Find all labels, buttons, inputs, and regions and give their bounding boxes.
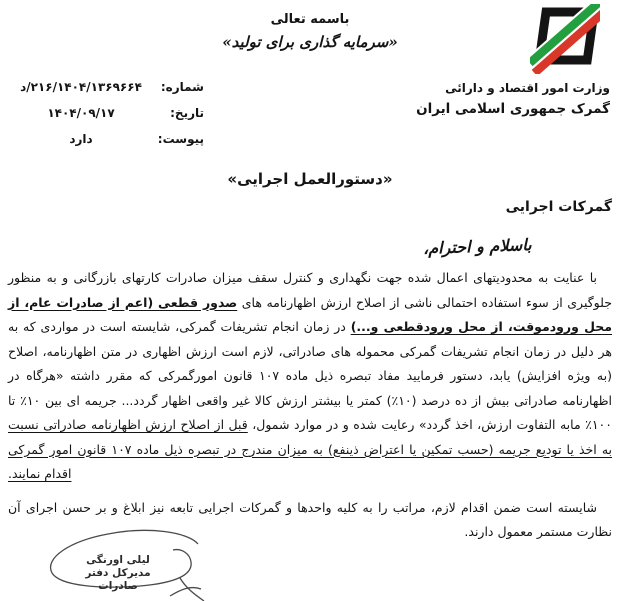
bismillah-text: باسمه تعالی — [270, 12, 350, 27]
letterhead-center — [0, 12, 620, 51]
paragraph-segment: صدور قطعی (اعم از صادرات عام، از محل ورودموقت، از محل ورودقطعی و...) — [8, 294, 612, 334]
customs-logo-svg — [530, 4, 600, 74]
paragraph-segment: با عنایت به محدودیتهای اعمال شده جهت نگهداری و کنترل سقف میزان صادرات کارتهای بازرگانی و به منظور جلوگیری از سوء استفاده احتمالی ناشی از اصلاح ارزش اظهارنامه های — [8, 270, 612, 310]
body-paragraph — [8, 266, 612, 487]
signatory-name: لیلی اورنگی — [86, 554, 150, 566]
addressee: گمرکات اجرایی — [505, 199, 612, 215]
paragraph-segment: شایسته است ضمن اقدام لازم، مراتب را به کلیه واحدها و گمرکات اجرایی تابعه نیز ابلاغ و بر حسن اجرای آن نظارت مستمر معمول دارند. — [8, 499, 612, 539]
meta-row-attachment — [4, 132, 204, 158]
paragraph-segment: در زمان انجام تشریفات گمرکی، شایسته است در مواردی که به هر دلیل در زمان انجام تشریفات گمرکی محموله های صادراتی، لازم است ارزش اظهاری در متن اظهارنامه، اصلاح (به ویژه افزایش) یابد، دستور فرمایید مفاد تبصره ذیل ماده ۱۰۷ قانون امورگمرکی که مقرر داشته «هرگاه در اظهارنامه صادراتی بیش از ده درصد (۱۰٪) کمتر یا بیشتر ارزش کالا غیر واقعی اظهار گردد... جریمه ای بین ۱۰٪ تا ۱۰۰٪ مابه التفاوت ارزش، اخذ گردد» رعایت شده و در موارد شمول، — [8, 319, 613, 432]
letter-meta — [4, 80, 204, 158]
date-label: تاریخ: — [170, 106, 204, 120]
signatory-title: مدیرکل دفتر صادرات — [85, 567, 151, 592]
meta-row-date — [4, 106, 204, 132]
body-paragraphs — [8, 266, 612, 545]
customs-logo-icon — [530, 4, 600, 74]
greeting-handwritten: باسلام و احترام، — [423, 235, 533, 258]
year-slogan-text: «سرمایه گذاری برای تولید» — [222, 33, 398, 51]
meta-row-number — [4, 80, 204, 106]
ministry-name: وزارت امور اقتصاد و دارائی — [445, 81, 610, 95]
letterhead-org — [416, 78, 610, 120]
attachment-value: دارد — [69, 132, 93, 146]
number-value: د/۲۱۶/۱۴۰۴/۱۳۶۹۶۶۴ — [20, 80, 142, 94]
attachment-label: پیوست: — [157, 132, 204, 146]
paragraph-segment: قبل از اصلاح ارزش اظهارنامه صادراتی نسبت به اخذ یا تودیع جریمه (حسب تمکین یا اعتراض ذینفع) به میزان مندرج در تبصره ذیل ماده ۱۰۷ قانون امور گمرکی اقدام نمایند. — [8, 417, 612, 481]
signature-block — [30, 528, 235, 601]
signatory — [68, 554, 168, 593]
document-title: «دستورالعمل اجرایی» — [227, 170, 393, 188]
organization-name: گمرک جمهوری اسلامی ایران — [416, 101, 610, 117]
date-value: ۱۴۰۴/۰۹/۱۷ — [47, 106, 115, 120]
number-label: شماره: — [160, 80, 204, 94]
